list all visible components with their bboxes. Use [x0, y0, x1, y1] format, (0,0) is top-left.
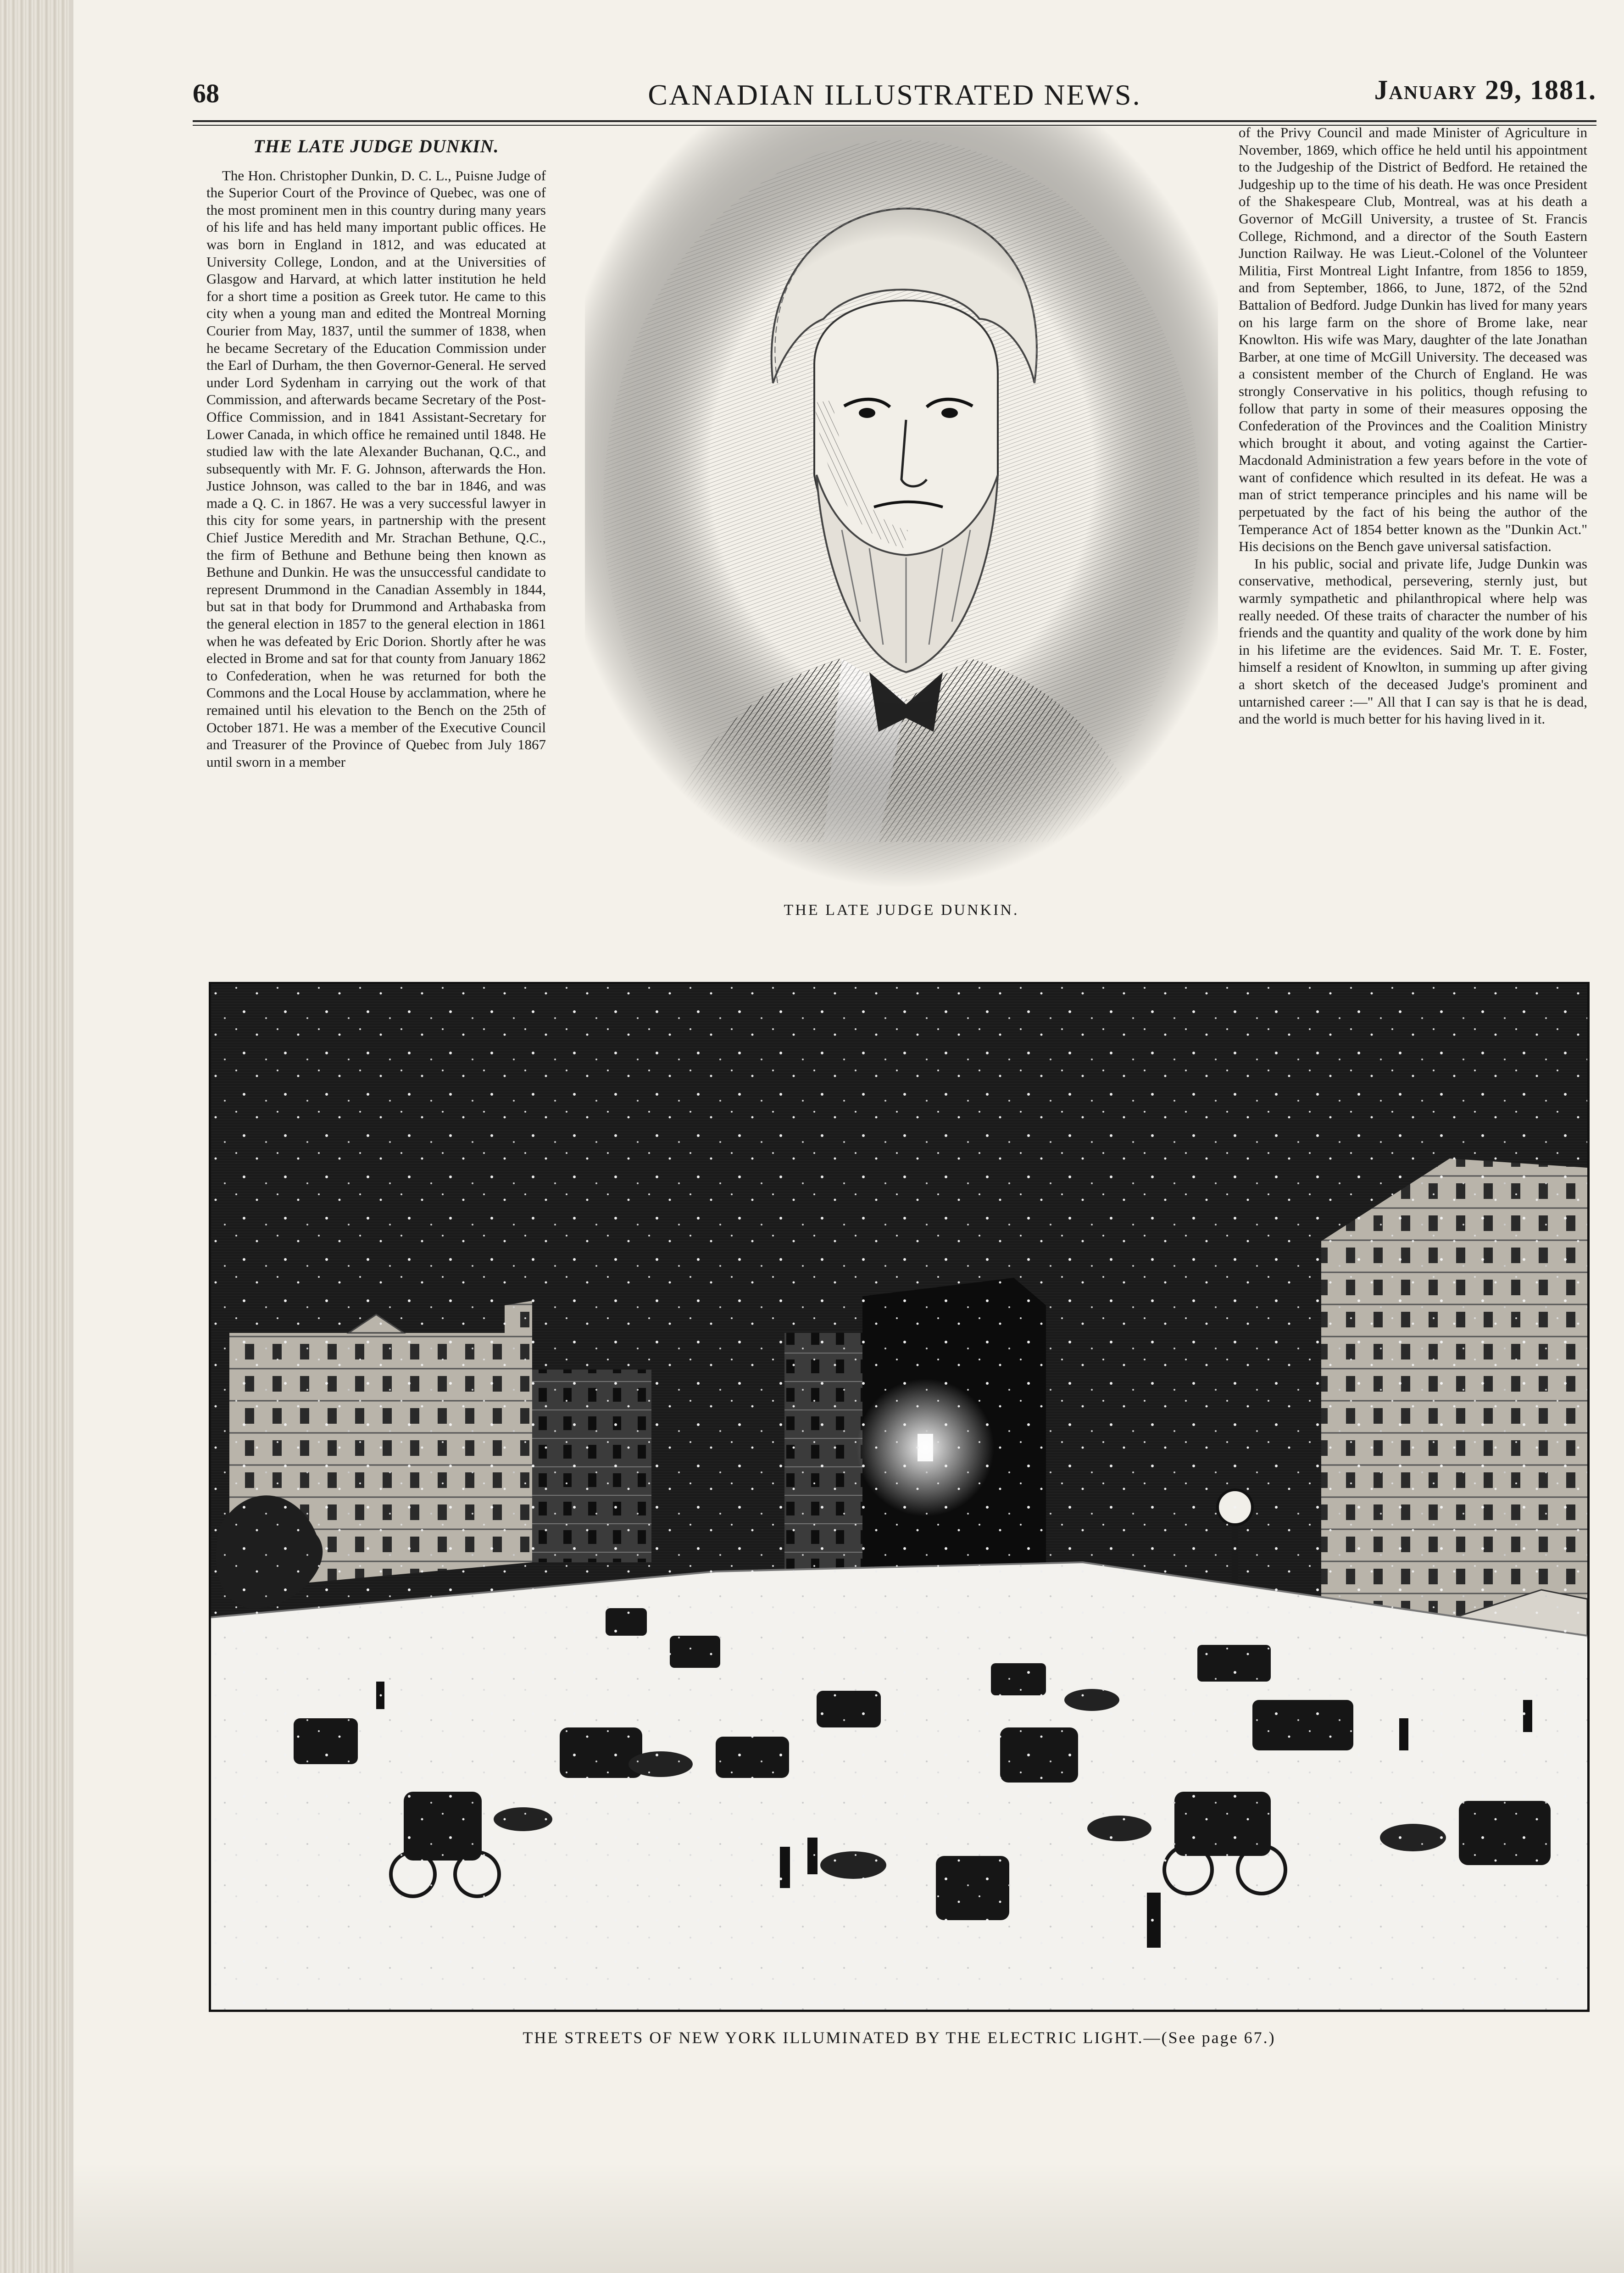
paper-title: CANADIAN ILLUSTRATED NEWS. — [648, 78, 1141, 111]
article-paragraph: The Hon. Christopher Dunkin, D. C. L., Puisne Judge of the Superior Court of the Province of Quebec, was one of the most prominent men in this country during many years of his life and has held many important public offices. He was born in England in 1812, and was educated at University College, London, and at the Universities of Glasgow and Harvard, at which latter institution he held for a short time a position as Greek tutor. He came to this city when a young man and edited the Montreal Morning Courier from May, 1837, until the summer of 1838, when he became Secretary of the Education Commission under the Earl of Durham, the then Governor-General. He served under Lord Sydenham in carrying out the work of that Commission, and afterwards became Secretary of the Post-Office Commission, and in 1841 Assistant-Secretary for Lower Canada, in which office he remained until 1848. He studied law with the late Alexander Buchanan, Q.C., and subsequently with Mr. F. G. Johnson, afterwards the Hon. Justice Johnson, was called to the bar in 1846, and was made a Q. C. in 1867. He was a very successful lawyer in this city for some years, in partnership with the present Chief Justice Meredith and Mr. Strachan Bethune, Q.C., the firm of Bethune and Bethune being then known as Bethune and Dunkin. He was the unsuccessful candidate to represent Drummond in the Canadian Assembly in 1844, but sat in that body for Drummond and Arthabaska from the general election in 1857 to the general election in 1861 when he was defeated by Eric Dorion. Shortly after he was elected in Brome and sat for that county from January 1862 to Confederation, when he was returned for both the Commons and the Local House by acclammation, where he remained until his elevation to the Bench on the 25th of October 1871. He was a member of the Executive Council and Treasurer of the Province of Quebec from July 1867 until sworn in a member — [206, 167, 546, 770]
article-heading: THE LATE JUDGE DUNKIN. — [253, 136, 499, 156]
article-paragraph: of the Privy Council and made Minister of Agriculture in November, 1869, which office he held until his appointment to the Judgeship of the District of Bedford. He retained the Judgeship up to the time of his death. He was once President of the Shakespeare Club, Montreal, was at his death a Governor of McGill University, a trustee of St. Francis College, Richmond, and a director of the South Eastern Junction Railway. He was Lieut.-Colonel of the Volunteer Militia, First Montreal Light Infantre, from 1856 to 1859, and from September, 1866, to June, 1872, of the 52nd Battalion of Bedford. Judge Dunkin has lived for many years on his large farm on the shore of Brome lake, near Knowlton. His wife was Mary, daughter of the late Jonathan Barber, at one time of McGill University. The deceased was a consistent member of the Church of England. He was strongly Conservative in his politics, though refusing to follow that party in some of their measures opposing the Confederation of the Provinces and the Coalition Ministry which brought it about, and voting against the Cartier-Macdonald Administration a few years before in the vote of want of confidence which resulted in its defeat. He was a man of strict temperance principles and his name will be perpetuated by the fact of his being the author of the Temperance Act of 1854 better known as the "Dunkin Act." His decisions on the Bench gave universal satisfaction. — [1239, 124, 1587, 555]
article-right-column — [1239, 124, 1587, 728]
street-scene-image — [211, 984, 1587, 2010]
scene-caption: THE STREETS OF NEW YORK ILLUMINATED BY THE ELECTRIC LIGHT.—(See page 67.) — [523, 2028, 1276, 2047]
article-paragraph: In his public, social and private life, Judge Dunkin was conservative, methodical, persevering, sternly just, but warmly sympathetic and philanthropical where help was really needed. Of these traits of character the number of his friends and the quantity and quality of the work done by him in his lifetime are the evidences. Said Mr. T. E. Foster, himself a resident of Knowlton, in summing up after giving a short sketch of the deceased Judge's prominent and untarnished career :—" All that I can say is that he is dead, and the world is much better for his having lived in it. — [1239, 555, 1587, 727]
article-left-column — [206, 138, 546, 770]
scan-shadow — [73, 2163, 1624, 2273]
issue-date: January 29, 1881. — [1374, 75, 1596, 105]
street-scene-engraving — [209, 982, 1590, 2012]
portrait-caption: THE LATE JUDGE DUNKIN. — [784, 902, 1019, 919]
masthead — [193, 75, 1596, 115]
binding-edge — [69, 0, 73, 2273]
portrait-engraving — [585, 126, 1218, 888]
binding-gutter — [0, 0, 69, 2273]
masthead-rule — [193, 120, 1596, 122]
page-number: 68 — [193, 78, 219, 108]
